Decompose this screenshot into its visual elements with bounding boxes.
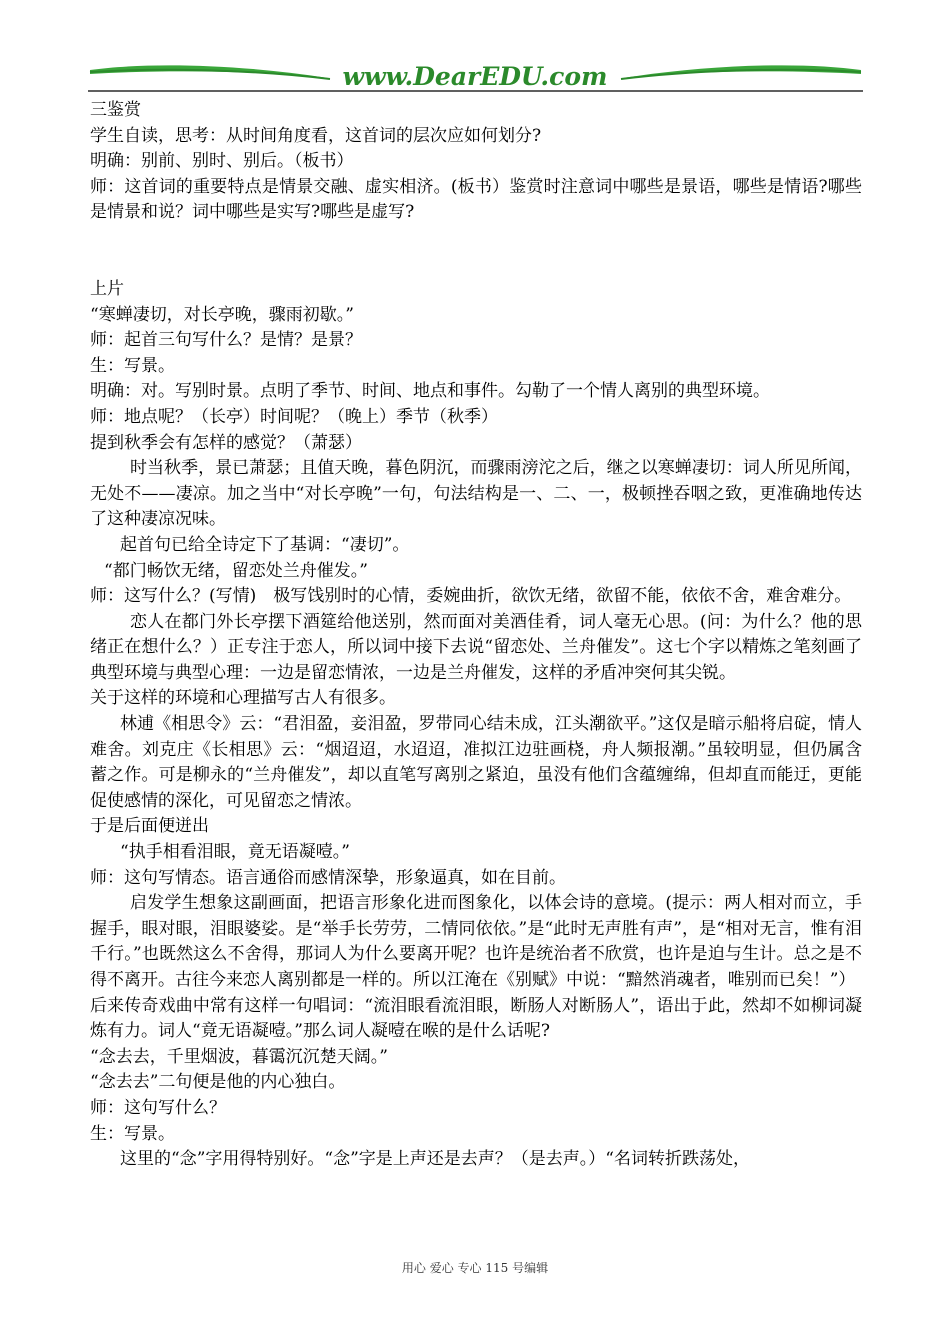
- paragraph: 恋人在都门外长亭摆下酒筵给他送别，然而面对美酒佳肴，词人毫无心思。(问：为什么？他的思绪正在想什么？）正专注于恋人，所以词中接下去说“留恋处、兰舟催发”。这七个字以精炼之笔刻画了典型环境与典型心理：一边是留恋情浓，一边是兰舟催发，这样的矛盾冲突何其尖锐。: [90, 611, 862, 683]
- paragraph: 提到秋季会有怎样的感觉？（萧瑟）: [90, 432, 362, 453]
- header-banner: [88, 58, 863, 94]
- page-footer: 用心 爱心 专心 115 号编辑: [401, 1261, 549, 1275]
- subsection-heading: 上片: [90, 278, 124, 299]
- paragraph: 学生自读，思考：从时间角度看，这首词的层次应如何划分?: [90, 125, 542, 146]
- left-swoosh-icon: [90, 65, 328, 78]
- site-logo-text: www.DearEDU.com: [342, 62, 608, 91]
- blank-line: [90, 226, 862, 277]
- paragraph: 关于这样的环境和心理描写古人有很多。: [90, 688, 396, 709]
- quote-line: “执手相看泪眼，竟无语凝噎。”: [120, 842, 350, 863]
- paragraph: 师：这写什么？(写情) 极写饯别时的心情，委婉曲折，欲饮无绪，欲留不能，依依不舍，难舍难分。: [90, 586, 852, 607]
- site-header: [88, 58, 863, 94]
- paragraph: 师：起首三句写什么？是情？是景？: [90, 330, 362, 351]
- paragraph: 师：这句写情态。语言通俗而感情深挚，形象逼真，如在目前。: [90, 867, 566, 888]
- quote-line: “寒蝉凄切，对长亭晚，骤雨初歇。”: [90, 304, 354, 325]
- paragraph: 生：写景。: [90, 355, 175, 376]
- quote-line: “都门畅饮无绪，留恋处兰舟催发。”: [104, 560, 368, 581]
- quote-line: “念去去，千里烟波，暮霭沉沉楚天阔。”: [90, 1046, 388, 1067]
- paragraph: 时当秋季，景已萧瑟；且值天晚，暮色阴沉，而骤雨滂沱之后，继之以寒蝉凄切：词人所见所闻，无处不——凄凉。加之当中“对长亭晚”一句，句法结构是一、二、一，极顿挫吞咽之致，更准确地传达了这种凄凉况味。: [90, 458, 862, 530]
- paragraph: 起首句已给全诗定下了基调：“凄切”。: [120, 534, 410, 555]
- section-heading: 三鉴赏: [90, 100, 141, 120]
- paragraph: 林逋《相思令》云：“君泪盈，妾泪盈，罗带同心结未成，江头潮欲平。”这仅是暗示船将启碇，情人难舍。刘克庄《长相思》云：“烟迢迢，水迢迢，准拟江边驻画桡，舟人频报潮。”虽较明显，但仍属含蓄之作。可是柳永的“兰舟催发”，却以直笔写离别之紧迫，虽没有他们含蕴缠绵，但却直而能迂，更能促使感情的深化，可见留恋之情浓。: [90, 714, 862, 811]
- paragraph: 生：写景。: [90, 1123, 175, 1144]
- paragraph: 这里的“念”字用得特别好。“念”字是上声还是去声？（是去声。）“名词转折跌荡处，: [120, 1149, 750, 1170]
- paragraph: 后来传奇戏曲中常有这样一句唱词：“流泪眼看流泪眼，断肠人对断肠人”，语出于此，然却不如柳词凝炼有力。词人“竟无语凝噎。”那么词人凝噎在喉的是什么话呢?: [90, 995, 862, 1042]
- paragraph: 启发学生想象这副画面，把语言形象化进而图象化，以体会诗的意境。(提示：两人相对而立，手握手，眼对眼，泪眼婆娑。是“举手长劳劳，二情同依依。”是“此时无声胜有声”，是“相对无言，惟有泪千行。”也既然这么不舍得，那词人为什么要离开呢？也许是统治者不欣赏，也许是迫与生计。总之是不得不离开。古往今来恋人离别都是一样的。所以江淹在《别赋》中说：“黯然消魂者，唯别而已矣！”）: [90, 893, 862, 990]
- right-swoosh-icon: [623, 65, 861, 78]
- paragraph: 明确：对。写别时景。点明了季节、时间、地点和事件。勾勒了一个情人离别的典型环境。: [90, 381, 770, 402]
- paragraph: 师：地点呢？（长亭）时间呢？（晚上）季节（秋季）: [90, 406, 498, 427]
- document-body: [90, 98, 862, 1173]
- paragraph: 于是后面便迸出: [90, 816, 209, 837]
- paragraph: 师：这首词的重要特点是情景交融、虚实相济。(板书）鉴赏时注意词中哪些是景语，哪些是情语?哪些是情景和说？词中哪些是实写?哪些是虚写?: [90, 176, 862, 223]
- paragraph: “念去去”二句便是他的内心独白。: [90, 1072, 346, 1093]
- paragraph: 师：这句写什么？: [90, 1097, 226, 1118]
- paragraph: 明确：别前、别时、别后。（板书）: [90, 151, 354, 172]
